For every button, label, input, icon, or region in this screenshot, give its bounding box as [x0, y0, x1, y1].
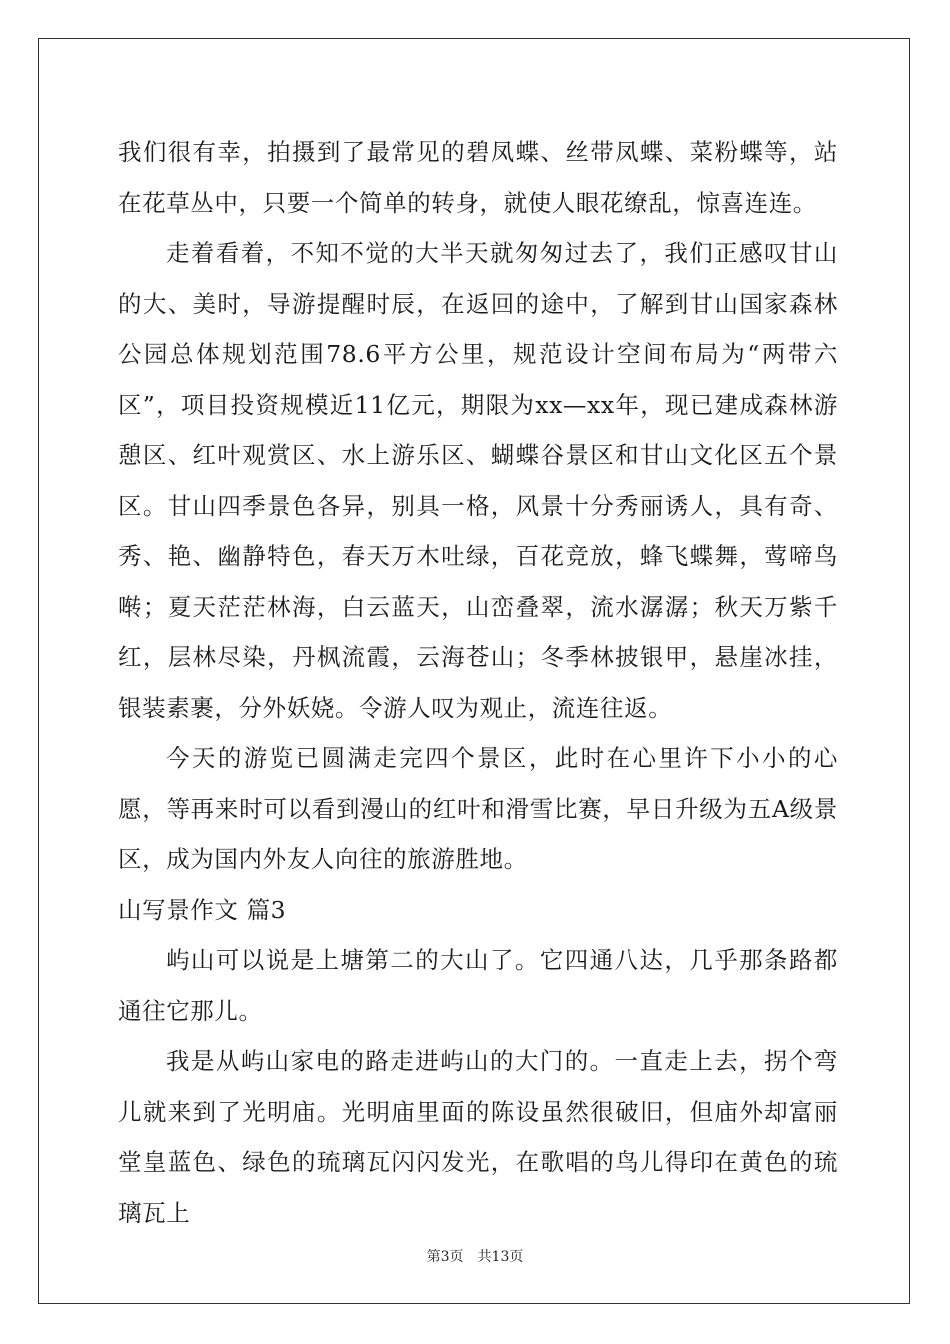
section-heading: 山写景作文 篇3 — [118, 895, 287, 924]
page-number: 第3页 — [426, 1249, 464, 1265]
paragraph-2: 走着看着，不知不觉的大半天就匆匆过去了，我们正感叹甘山的大、美时，导游提醒时辰，在返回的途中，了解到甘山国家森林公园总体规划范围78.6平方公里，规范设计空间布局为“两带六区”，项目投资规模近11亿元，期限为xx—xx年，现已建成森林游憩区、红叶观赏区、水上游乐区、蝴蝶谷景区和甘山文化区五个景区。甘山四季景色各异，别具一格，风景十分秀丽诱人，具有奇、秀、艳、幽静特色，春天万木吐绿，百花竞放，蜂飞蝶舞，莺啼鸟啭；夏天茫茫林海，白云蓝天，山峦叠翠，流水潺潺；秋天万紫千红，层林尽染，丹枫流霞，云海苍山；冬季林披银甲，悬崖冰挂，银装素裹，分外妖娆。令游人叹为观止，流连往返。 — [118, 239, 838, 722]
page-footer — [0, 1246, 950, 1266]
paragraph-1: 我们很有幸，拍摄到了最常见的碧凤蝶、丝带凤蝶、菜粉蝶等，站在花草丛中，只要一个简单的转身，就使人眼花缭乱，惊喜连连。 — [118, 138, 838, 217]
document-body — [118, 127, 838, 1238]
paragraph-5: 我是从屿山家电的路走进屿山的大门的。一直走上去，拐个弯儿就来到了光明庙。光明庙里面的陈设虽然很破旧，但庙外却富丽堂皇蓝色、绿色的琉璃瓦闪闪发光，在歌唱的鸟儿得印在黄色的琉璃瓦上 — [118, 1047, 838, 1227]
paragraph-4: 屿山可以说是上塘第二的大山了。它四通八达，几乎那条路都通往它那儿。 — [118, 946, 838, 1025]
page-total: 共13页 — [477, 1249, 524, 1265]
paragraph-3: 今天的游览已圆满走完四个景区，此时在心里许下小小的心愿，等再来时可以看到漫山的红叶和滑雪比赛，早日升级为五A级景区，成为国内外友人向往的旅游胜地。 — [118, 744, 838, 873]
